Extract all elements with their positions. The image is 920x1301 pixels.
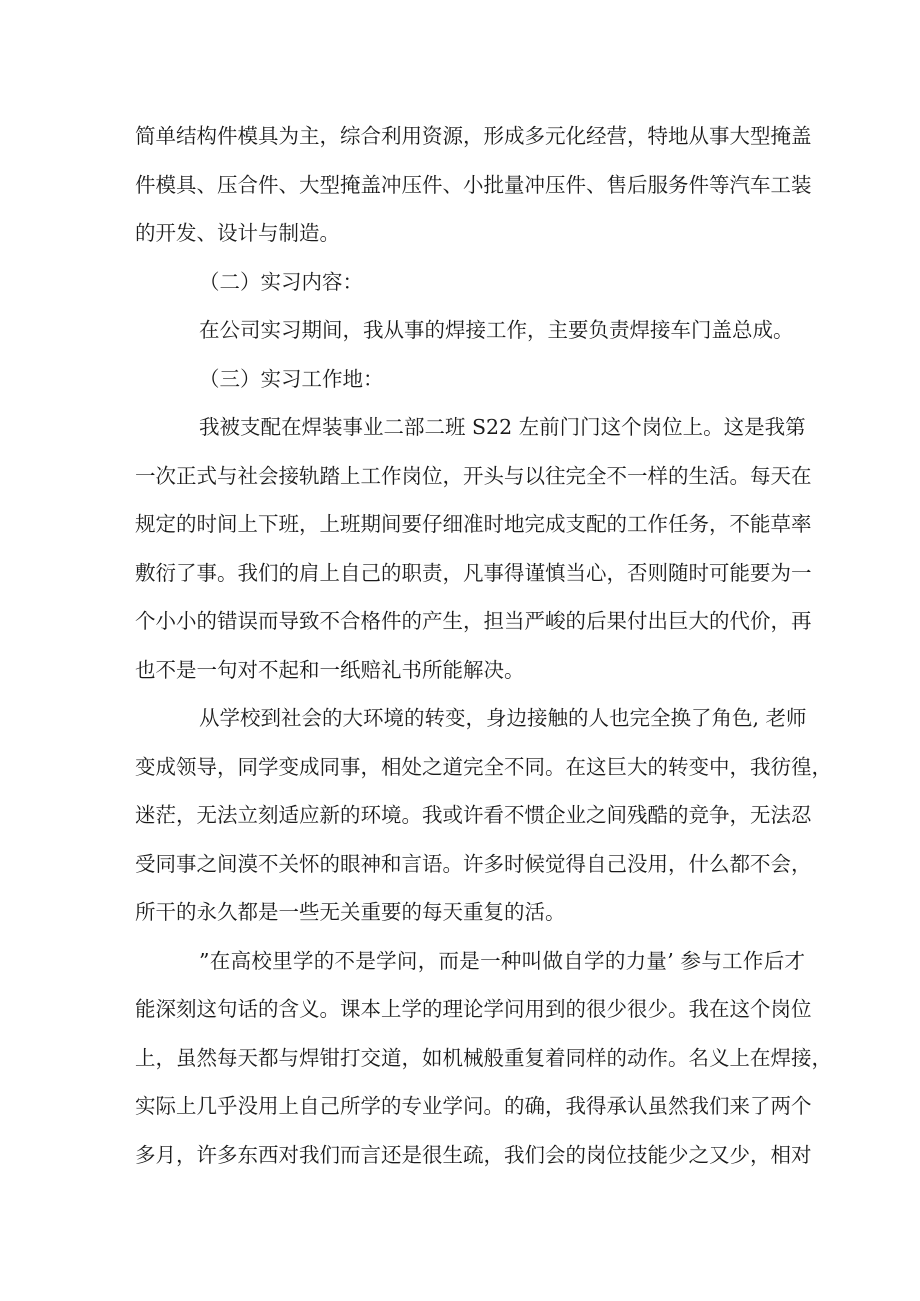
document-body: [135, 112, 832, 1179]
text-line: 受同事之间漠不关怀的眼神和言语。许多时候觉得自己没用，什么都不会，: [135, 851, 812, 876]
section-heading: （二）实习内容：: [199, 269, 363, 294]
section-heading-work-location: [135, 355, 805, 404]
text-line: 多月，许多东西对我们而言还是很生疏，我们会的岗位技能少之又少，相对: [135, 1142, 812, 1167]
text-line: 我被支配在焊装事业二部二班 S22 左前门门这个岗位上。这是我第: [199, 415, 806, 439]
text-line: 的开发、设计与制造。: [135, 221, 340, 245]
text-line: 变成领导，同学变成同事，相处之道完全不同。在这巨大的转变中，我彷徨，: [135, 754, 832, 779]
text-line: 也不是一句对不起和一纸赔礼书所能解决。: [135, 657, 525, 682]
text-line: 在公司实习期间，我从事的焊接工作，主要负责焊接车门盖总成。: [199, 318, 794, 342]
text-line: 上，虽然每天都与焊钳打交道，如机械般重复着同样的动作。名义上在焊接，: [135, 1045, 832, 1070]
text-line: 迷茫，无法立刻适应新的环境。我或许看不惯企业之间残酷的竞争，无法忍: [135, 803, 812, 827]
text-line: 能深刻这句话的含义。课本上学的理论学问用到的很少很少。我在这个岗位: [135, 997, 812, 1021]
text-line: 一次正式与社会接轨踏上工作岗位，开头与以往完全不一样的生活。每天在: [135, 463, 812, 488]
text-line: 敷衍了事。我们的肩上自己的职责，凡事得谨慎当心，否则随时可能要为一: [135, 560, 812, 585]
paragraph-self-learning: [135, 937, 832, 1180]
paragraph-internship-content: [135, 306, 805, 355]
section-heading-internship-content: [135, 258, 805, 307]
paragraph-work-location: [135, 403, 812, 694]
text-line: ”在高校里学的不是学问，而是一种叫做自学的力量’ 参与工作后才: [199, 948, 805, 973]
text-line: 简单结构件模具为主，综合利用资源，形成多元化经营，特地从事大型掩盖: [135, 124, 812, 148]
section-heading: （三）实习工作地：: [199, 366, 384, 391]
text-line: 个小小的错误而导致不合格件的产生，担当严峻的后果付出巨大的代价，再: [135, 609, 812, 633]
text-line: 所干的永久都是一些无关重要的每天重复的活。: [135, 900, 566, 924]
paragraph-school-to-society: [135, 694, 832, 937]
paragraph-company-scope: [135, 112, 812, 258]
text-line: 规定的时间上下班，上班期间要仔细准时地完成支配的工作任务，不能草率: [135, 512, 812, 536]
text-line: 实际上几乎没用上自己所学的专业学问。的确，我得承认虽然我们来了两个: [135, 1094, 812, 1118]
text-line: 件模具、压合件、大型掩盖冲压件、小批量冲压件、售后服务件等汽车工装: [135, 172, 812, 197]
text-line: 从学校到社会的大环境的转变，身边接触的人也完全换了角色, 老师: [199, 706, 807, 730]
